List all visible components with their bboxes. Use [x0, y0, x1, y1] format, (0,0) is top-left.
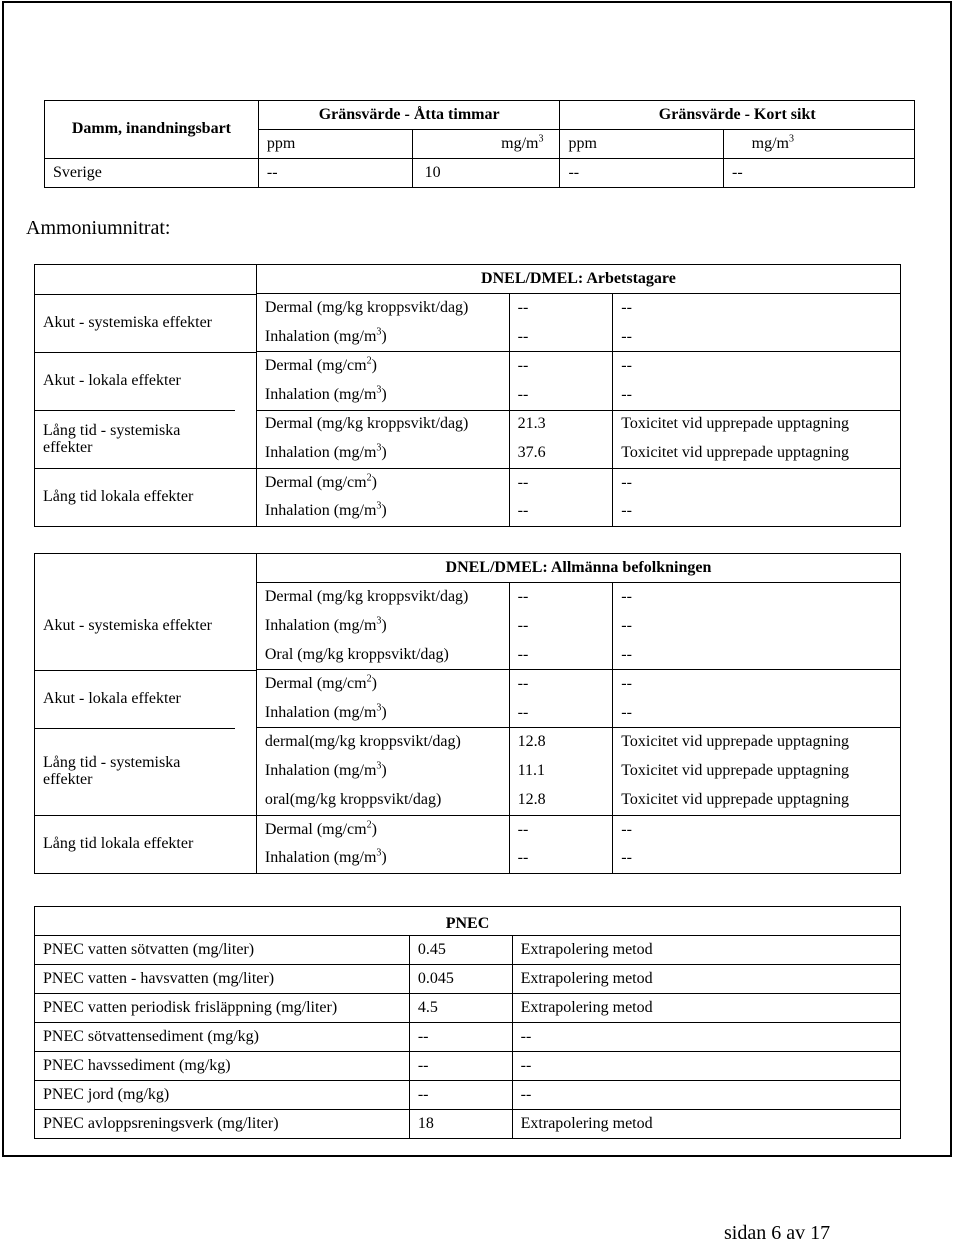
- note-cell: --: [613, 497, 901, 526]
- pnec-method: Extrapolering metod: [512, 1110, 900, 1139]
- pnec-label: PNEC havssediment (mg/kg): [35, 1052, 410, 1081]
- note-cell: --: [613, 641, 901, 670]
- route-cell: Inhalation $(mg/m^3)$: [256, 323, 509, 352]
- route-cell: Dermal $(mg/cm^2)$: [256, 468, 509, 497]
- value-cell: --: [560, 159, 724, 188]
- public-title: DNEL/DMEL: Allmänna befolkningen: [256, 554, 900, 583]
- group-label: Lång tid lokala effekter: [35, 815, 256, 873]
- value-cell: --: [509, 352, 613, 381]
- value-cell: 12.8: [509, 728, 613, 757]
- note-cell: --: [613, 352, 901, 381]
- route-cell: Inhalation $(mg/m^3)$: [256, 612, 509, 641]
- value-cell: 21.3: [509, 410, 613, 439]
- dust-limits-table: [44, 100, 915, 188]
- unit-ppm-short: ppm: [560, 130, 724, 159]
- value-cell: --: [509, 468, 613, 497]
- pnec-method: Extrapolering metod: [512, 994, 900, 1023]
- value-cell: --: [509, 699, 613, 728]
- value-cell: --: [509, 844, 613, 873]
- note-cell: --: [613, 699, 901, 728]
- pnec-method: Extrapolering metod: [512, 965, 900, 994]
- route-cell: Dermal $(mg/cm^2)$: [256, 815, 509, 844]
- pnec-label: PNEC vatten periodisk frisläppning (mg/liter): [35, 994, 410, 1023]
- value-cell: --: [509, 670, 613, 699]
- dnel-workers-table: [34, 264, 901, 527]
- value-cell: 12.8: [509, 786, 613, 815]
- note-cell: --: [613, 670, 901, 699]
- pnec-value: 4.5: [409, 994, 512, 1023]
- group-label: Akut - systemiska effekter: [43, 617, 212, 635]
- note-cell: --: [613, 323, 901, 352]
- note-cell: --: [613, 381, 901, 410]
- value-cell: --: [724, 159, 915, 188]
- route-cell: oral(mg/kg kroppsvikt/dag): [256, 786, 509, 815]
- note-cell: --: [613, 844, 901, 873]
- note-cell: Toxicitet vid upprepade upptagning: [613, 786, 901, 815]
- pnec-value: --: [409, 1081, 512, 1110]
- value-cell: --: [509, 497, 613, 526]
- value-cell: --: [509, 641, 613, 670]
- note-cell: --: [613, 815, 901, 844]
- unit-ppm-8h: ppm: [258, 130, 412, 159]
- unit-mg-8h: $mg/m^3$: [412, 130, 560, 159]
- country-cell: Sverige: [45, 159, 259, 188]
- group-label: Lång tid - systemiska effekter: [35, 728, 235, 815]
- pnec-value: --: [409, 1052, 512, 1081]
- public-label-column: [35, 554, 257, 874]
- dust-row-label: Damm, inandningsbart: [45, 101, 259, 159]
- value-cell: --: [509, 294, 613, 323]
- value-cell: --: [509, 612, 613, 641]
- unit-mg-short: $mg/m^3$: [724, 130, 915, 159]
- route-cell: Inhalation $(mg/m^3)$: [256, 757, 509, 786]
- workers-title: DNEL/DMEL: Arbetstagare: [256, 265, 900, 294]
- pnec-label: PNEC jord (mg/kg): [35, 1081, 410, 1110]
- route-cell: Inhalation $(mg/m^3)$: [256, 381, 509, 410]
- group-label: Akut - lokala effekter: [35, 352, 256, 410]
- value-cell: --: [509, 583, 613, 612]
- workers-label-column: [35, 265, 257, 527]
- note-cell: Toxicitet vid upprepade upptagning: [613, 728, 901, 757]
- route-cell: Inhalation $(mg/m^3)$: [256, 844, 509, 873]
- pnec-label: PNEC avloppsreningsverk (mg/liter): [35, 1110, 410, 1139]
- pnec-label: PNEC sötvattensediment (mg/kg): [35, 1023, 410, 1052]
- note-cell: --: [613, 468, 901, 497]
- page-number: sidan 6 av 17: [724, 1222, 831, 1244]
- route-cell: Dermal $(mg/cm^2)$: [256, 670, 509, 699]
- route-cell: Inhalation $(mg/m^3)$: [256, 699, 509, 728]
- value-cell: --: [509, 381, 613, 410]
- value-cell: --: [509, 323, 613, 352]
- value-cell: 37.6: [509, 439, 613, 468]
- pnec-method: --: [512, 1023, 900, 1052]
- route-cell: Inhalation $(mg/m^3)$: [256, 439, 509, 468]
- note-cell: --: [613, 294, 901, 323]
- header-short: Gränsvärde - Kort sikt: [560, 101, 915, 130]
- pnec-value: 0.045: [409, 965, 512, 994]
- value-cell: --: [509, 815, 613, 844]
- pnec-label: PNEC vatten sötvatten (mg/liter): [35, 936, 410, 965]
- pnec-label: PNEC vatten - havsvatten (mg/liter): [35, 965, 410, 994]
- group-label: Akut - lokala effekter: [35, 670, 256, 728]
- route-cell: Dermal (mg/kg kroppsvikt/dag): [256, 410, 509, 439]
- route-cell: Dermal $(mg/cm^2)$: [256, 352, 509, 381]
- note-cell: --: [613, 612, 901, 641]
- value-cell: 11.1: [509, 757, 613, 786]
- note-cell: --: [613, 583, 901, 612]
- route-cell: Dermal (mg/kg kroppsvikt/dag): [256, 583, 509, 612]
- pnec-title: PNEC: [35, 907, 901, 936]
- note-cell: Toxicitet vid upprepade upptagning: [613, 410, 901, 439]
- group-label: Lång tid lokala effekter: [35, 468, 256, 526]
- pnec-method: --: [512, 1052, 900, 1081]
- group-label: Lång tid - systemiska effekter: [35, 410, 235, 468]
- route-cell: dermal(mg/kg kroppsvikt/dag): [256, 728, 509, 757]
- dnel-public-table: [34, 553, 901, 874]
- header-8h: Gränsvärde - Åtta timmar: [258, 101, 560, 130]
- route-cell: Dermal (mg/kg kroppsvikt/dag): [256, 294, 509, 323]
- pnec-value: --: [409, 1023, 512, 1052]
- section-title: Ammoniumnitrat:: [26, 217, 171, 239]
- pnec-value: 0.45: [409, 936, 512, 965]
- note-cell: Toxicitet vid upprepade upptagning: [613, 439, 901, 468]
- value-cell: --: [258, 159, 412, 188]
- note-cell: Toxicitet vid upprepade upptagning: [613, 757, 901, 786]
- pnec-method: Extrapolering metod: [512, 936, 900, 965]
- group-label: Akut - systemiska effekter: [35, 294, 256, 352]
- pnec-table: [34, 906, 901, 1139]
- value-cell: 10: [412, 159, 560, 188]
- route-cell: Oral (mg/kg kroppsvikt/dag): [256, 641, 509, 670]
- pnec-value: 18: [409, 1110, 512, 1139]
- route-cell: Inhalation $(mg/m^3)$: [256, 497, 509, 526]
- pnec-method: --: [512, 1081, 900, 1110]
